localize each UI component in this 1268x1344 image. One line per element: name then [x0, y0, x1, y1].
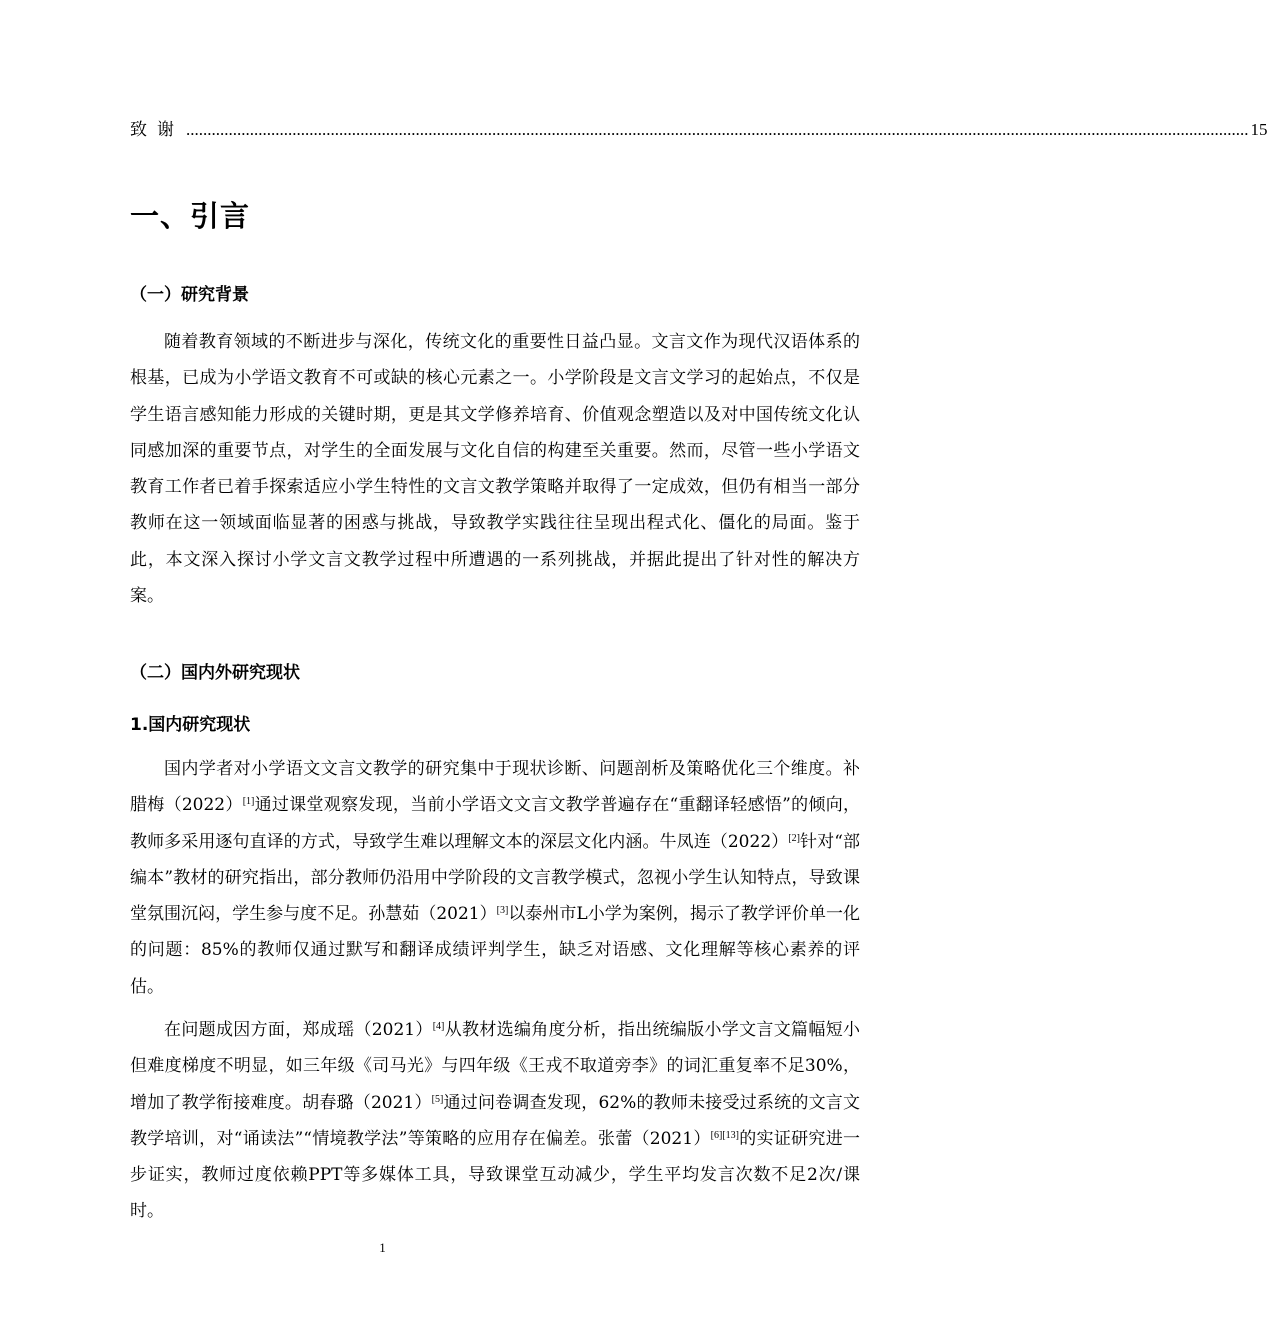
citation-ref: [2] [788, 832, 800, 844]
toc-leader-dots: .......................................................................................................................................................................................................................................................... [186, 120, 1249, 139]
toc-entry-page: 15 [1250, 120, 1268, 139]
subsection-heading-domestic: 1.国内研究现状 [130, 715, 251, 735]
citation-ref: [6][13] [710, 1129, 739, 1141]
section-heading-research-status: （二）国内外研究现状 [130, 663, 300, 683]
paragraph-domestic-2: 在问题成因方面，郑成瑶（2021）[4]从教材选编角度分析，指出统编版小学文言文篇幅短小但难度梯度不明显，如三年级《司马光》与四年级《王戎不取道旁李》的词汇重复率不足30%，增加了教学衔接难度。胡春璐（2021）[5]通过问卷调查发现，62%的教师未接受过系统的文言文教学培训，对“诵读法”“情境教学法”等策略的应用存在偏差。张蕾（2021）[6][13]的实证研究进一步证实，教师过度依赖PPT等多媒体工具，导致课堂互动减少，学生平均发言次数不足2次/课时。 [130, 1020, 861, 1222]
citation-ref: [4] [432, 1021, 445, 1032]
citation-ref: [1] [242, 796, 255, 808]
paragraph-background: 随着教育领域的不断进步与深化，传统文化的重要性日益凸显。文言文作为现代汉语体系的根基，已成为小学语文教育不可或缺的核心元素之一。小学阶段是文言文学习的起始点，不仅是学生语言感知能力形成的关键时期，更是其文学修养培育、价值观念塑造以及对中国传统文化认同感加深的重要节点，对学生的全面发展与文化自信的构建至关重要。然而，尽管一些小学语文教育工作者已着手探索适应小学生特性的文言文教学策略并取得了一定成效，但仍有相当一部分教师在这一领域面临显著的困惑与挑战，导致教学实践往往呈现出程式化、僵化的局面。鉴于此，本文深入探讨小学文言文教学过程中所遭遇的一系列挑战，并据此提出了针对性的解决方案。 [130, 332, 860, 607]
toc-entry-label: 致谢 [130, 120, 184, 140]
page-number: 1 [379, 1240, 386, 1255]
toc-entry-acknowledgements[interactable] [130, 115, 1268, 141]
section-heading-background: （一）研究背景 [130, 285, 249, 305]
paragraph-domestic-1: 国内学者对小学语文文言文教学的研究集中于现状诊断、问题剖析及策略优化三个维度。补腊梅（2022）[1]通过课堂观察发现，当前小学语文文言文教学普遍存在“重翻译轻感悟”的倾向，教师多采用逐句直译的方式，导致学生难以理解文本的深层文化内涵。牛凤连（2022）[2]针对“部编本”教材的研究指出，部分教师仍沿用中学阶段的文言教学模式，忽视小学生认知特点，导致课堂氛围沉闷，学生参与度不足。孙慧茹（2021）[3]以泰州市L小学为案例，揭示了教学评价单一化的问题：85%的教师仅通过默写和翻译成绩评判学生，缺乏对语感、文化理解等核心素养的评估。 [130, 759, 860, 997]
citation-ref: [3] [496, 905, 509, 917]
citation-ref: [5] [431, 1093, 444, 1105]
chapter-heading: 一、引言 [130, 199, 251, 233]
